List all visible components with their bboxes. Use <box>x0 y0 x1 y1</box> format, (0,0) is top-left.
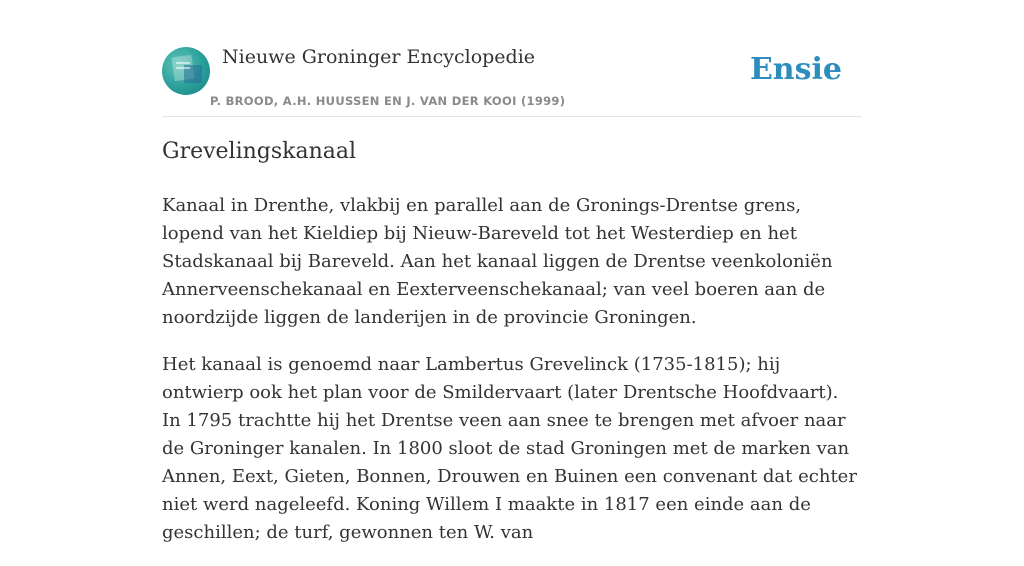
article-title: Grevelingskanaal <box>162 139 357 164</box>
source-authors: P. BROOD, A.H. HUUSSEN EN J. VAN DER KOOI (1999) <box>210 94 566 108</box>
source-header <box>162 46 862 117</box>
source-cover-image[interactable] <box>162 47 210 95</box>
article-body <box>162 192 862 566</box>
article-paragraph: Kanaal in Drenthe, vlakbij en parallel aan de Gronings-Drentse grens, lopend van het Kieldiep bij Nieuw-Bareveld tot het Westerdiep en het Stadskanaal bij Bareveld. Aan het kanaal liggen de Drentse veenkoloniën Annerveenschekanaal en Eexterveenschekanaal; van veel boeren aan de noordzijde liggen de landerijen in de provincie Groningen. <box>162 195 833 328</box>
cover-line <box>176 67 190 69</box>
cover-line <box>176 62 190 64</box>
article-paragraph: Het kanaal is genoemd naar Lambertus Grevelinck (1735-1815); hij ontwierp ook het plan voor de Smildervaart (later Drentsche Hoofdvaart). In 1795 trachtte hij het Drentse veen aan snee te brengen met afvoer naar de Groninger kanalen. In 1800 sloot de stad Groningen met de marken van Annen, Eext, Gieten, Bonnen, Drouwen en Buinen een convenant dat echter niet werd nageleefd. Koning Willem I maakte in 1817 een einde aan de geschillen; de turf, gewonnen ten W. van <box>162 354 857 543</box>
source-title[interactable]: Nieuwe Groninger Encyclopedie <box>222 46 536 68</box>
brand-logo[interactable]: Ensie <box>749 52 842 87</box>
